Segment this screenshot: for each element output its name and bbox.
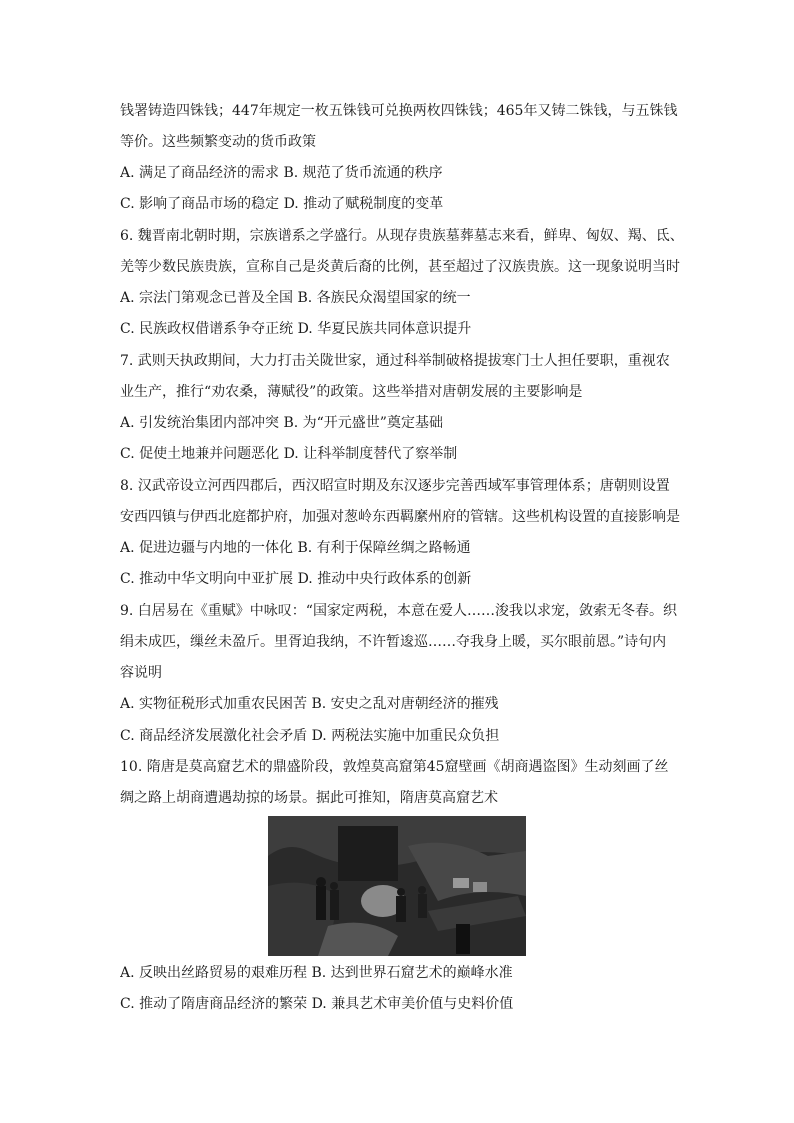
option-line: A. 满足了商品经济的需求 B. 规范了货币流通的秩序 — [120, 165, 443, 181]
text-line: 业生产，推行“劝农桑，薄赋役”的政策。这些举措对唐朝发展的主要影响是 — [120, 384, 583, 400]
text-line: 容说明 — [120, 665, 162, 681]
question-7-text: 7. 武则天执政期间，大力打击关陇世家，通过科举制破格提拔寒门士人担任要职，重视农 — [120, 353, 670, 369]
option-line: C. 推动了隋唐商品经济的繁荣 D. 兼具艺术审美价值与史料价值 — [120, 996, 514, 1012]
question-10-text: 10. 隋唐是莫高窟艺术的鼎盛阶段，敦煌莫高窟第45窟壁画《胡商遇盗图》生动刻画了丝 — [120, 759, 669, 775]
mural-image — [268, 816, 526, 956]
option-line: A. 实物征税形式加重农民困苦 B. 安史之乱对唐朝经济的摧残 — [120, 696, 499, 712]
question-6-text: 6. 魏晋南北朝时期，宗族谱系之学盛行。从现存贵族墓葬墓志来看，鲜卑、匈奴、羯、氐、 — [120, 228, 684, 244]
text-line: 等价。这些频繁变动的货币政策 — [120, 134, 316, 150]
question-8-text: 8. 汉武帝设立河西四郡后，西汉昭宣时期及东汉逐步完善西域军事管理体系；唐朝则设置 — [120, 478, 670, 494]
option-line: C. 商品经济发展激化社会矛盾 D. 两税法实施中加重民众负担 — [120, 728, 500, 744]
option-line: C. 推动中华文明向中亚扩展 D. 推动中央行政体系的创新 — [120, 571, 472, 587]
option-line: A. 宗法门第观念已普及全国 B. 各族民众渴望国家的统一 — [120, 290, 471, 306]
question-9-text: 9. 白居易在《重赋》中咏叹：“国家定两税，本意在爱人……浚我以求宠，敛索无冬春。织 — [120, 603, 677, 619]
text-line: 绢未成匹，缫丝未盈斤。里胥迫我纳，不许暂逡巡……夺我身上暖，买尔眼前恩。”诗句内 — [120, 634, 667, 650]
option-line: A. 反映出丝路贸易的艰难历程 B. 达到世界石窟艺术的巅峰水准 — [120, 965, 513, 981]
option-line: C. 影响了商品市场的稳定 D. 推动了赋税制度的变革 — [120, 196, 444, 212]
option-line: C. 民族政权借谱系争夺正统 D. 华夏民族共同体意识提升 — [120, 321, 472, 337]
text-line: 羌等少数民族贵族，宣称自己是炎黄后裔的比例，甚至超过了汉族贵族。这一现象说明当时 — [120, 259, 680, 275]
text-line: 钱署铸造四铢钱；447年规定一枚五铢钱可兑换两枚四铢钱；465年又铸二铢钱，与五铢钱 — [120, 103, 678, 119]
text-line: 绸之路上胡商遭遇劫掠的场景。据此可推知，隋唐莫高窟艺术 — [120, 790, 498, 806]
option-line: A. 促进边疆与内地的一体化 B. 有利于保障丝绸之路畅通 — [120, 540, 471, 556]
option-line: A. 引发统治集团内部冲突 B. 为“开元盛世”奠定基础 — [120, 415, 443, 431]
mural-image-drawing — [268, 816, 526, 956]
text-line: 安西四镇与伊西北庭都护府，加强对葱岭东西羁縻州府的管辖。这些机构设置的直接影响是 — [120, 509, 680, 525]
option-line: C. 促使土地兼并问题恶化 D. 让科举制度替代了察举制 — [120, 446, 458, 462]
